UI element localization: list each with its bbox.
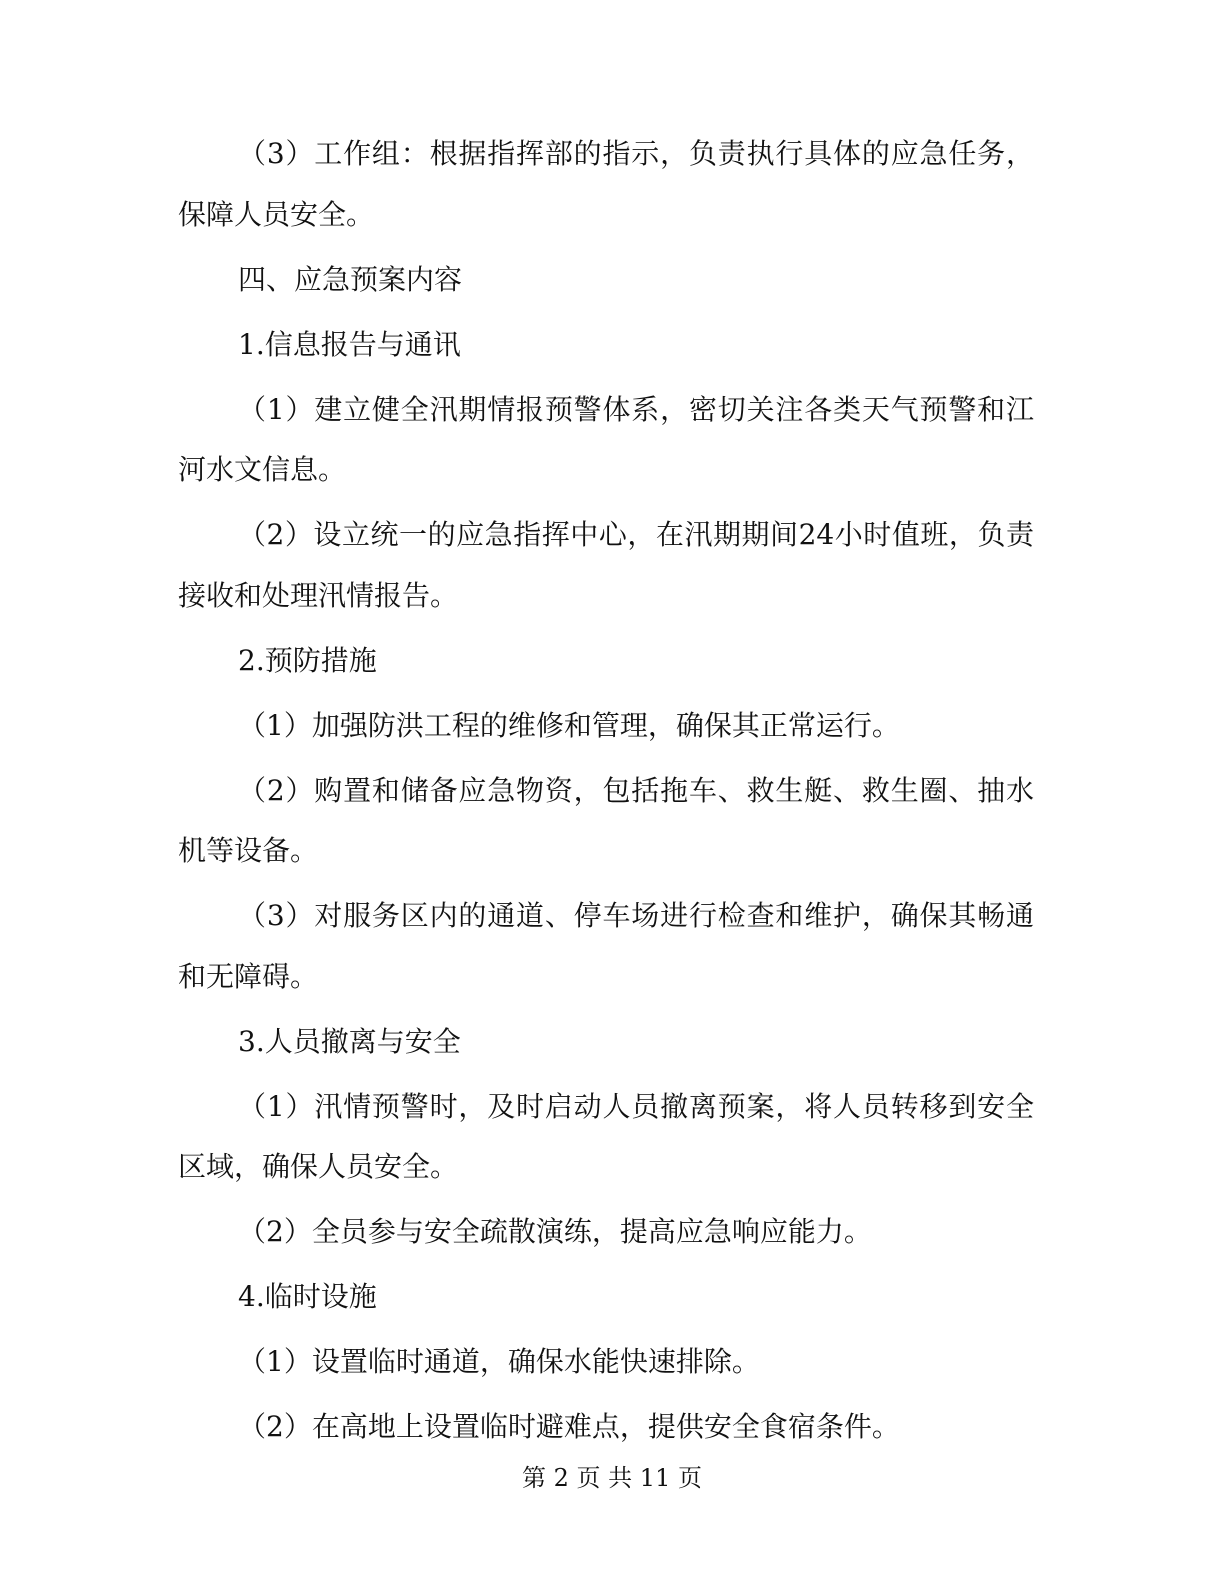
paragraph-temporary-channel: （1）设置临时通道，确保水能快速排除。 — [238, 1345, 760, 1378]
paragraph-evacuation-plan: （1）汛情预警时，及时启动人员撤离预案，将人员转移到安全区域，确保人员安全。 — [178, 1089, 1034, 1183]
paragraph-work-group: （3）工作组：根据指挥部的指示，负责执行具体的应急任务，保障人员安全。 — [178, 137, 1034, 231]
paragraph-shelter: （2）在高地上设置临时避难点，提供安全食宿条件。 — [238, 1410, 900, 1443]
heading-evacuation: 3.人员撤离与安全 — [238, 1024, 461, 1058]
heading-prevention: 2.预防措施 — [238, 643, 377, 677]
paragraph-road-inspection: （3）对服务区内的通道、停车场进行检查和维护，确保其畅通和无障碍。 — [178, 899, 1034, 993]
paragraph-emergency-supplies: （2）购置和储备应急物资，包括拖车、救生艇、救生圈、抽水机等设备。 — [178, 773, 1034, 867]
page-number-label: 第 2 页 共 11 页 — [522, 1464, 702, 1492]
page-footer — [0, 1458, 1224, 1498]
heading-section-four: 四、应急预案内容 — [238, 262, 463, 296]
paragraph-warning-system: （1）建立健全汛期情报预警体系，密切关注各类天气预警和江河水文信息。 — [178, 392, 1034, 486]
paragraph-command-center: （2）设立统一的应急指挥中心，在汛期期间24小时值班，负责接收和处理汛情报告。 — [178, 518, 1034, 612]
heading-temporary-facilities: 4.临时设施 — [238, 1280, 377, 1313]
paragraph-drill: （2）全员参与安全疏散演练，提高应急响应能力。 — [238, 1215, 872, 1248]
heading-info-report: 1.信息报告与通讯 — [238, 327, 461, 361]
paragraph-flood-works: （1）加强防洪工程的维修和管理，确保其正常运行。 — [238, 708, 900, 742]
document-body — [178, 124, 1034, 1462]
